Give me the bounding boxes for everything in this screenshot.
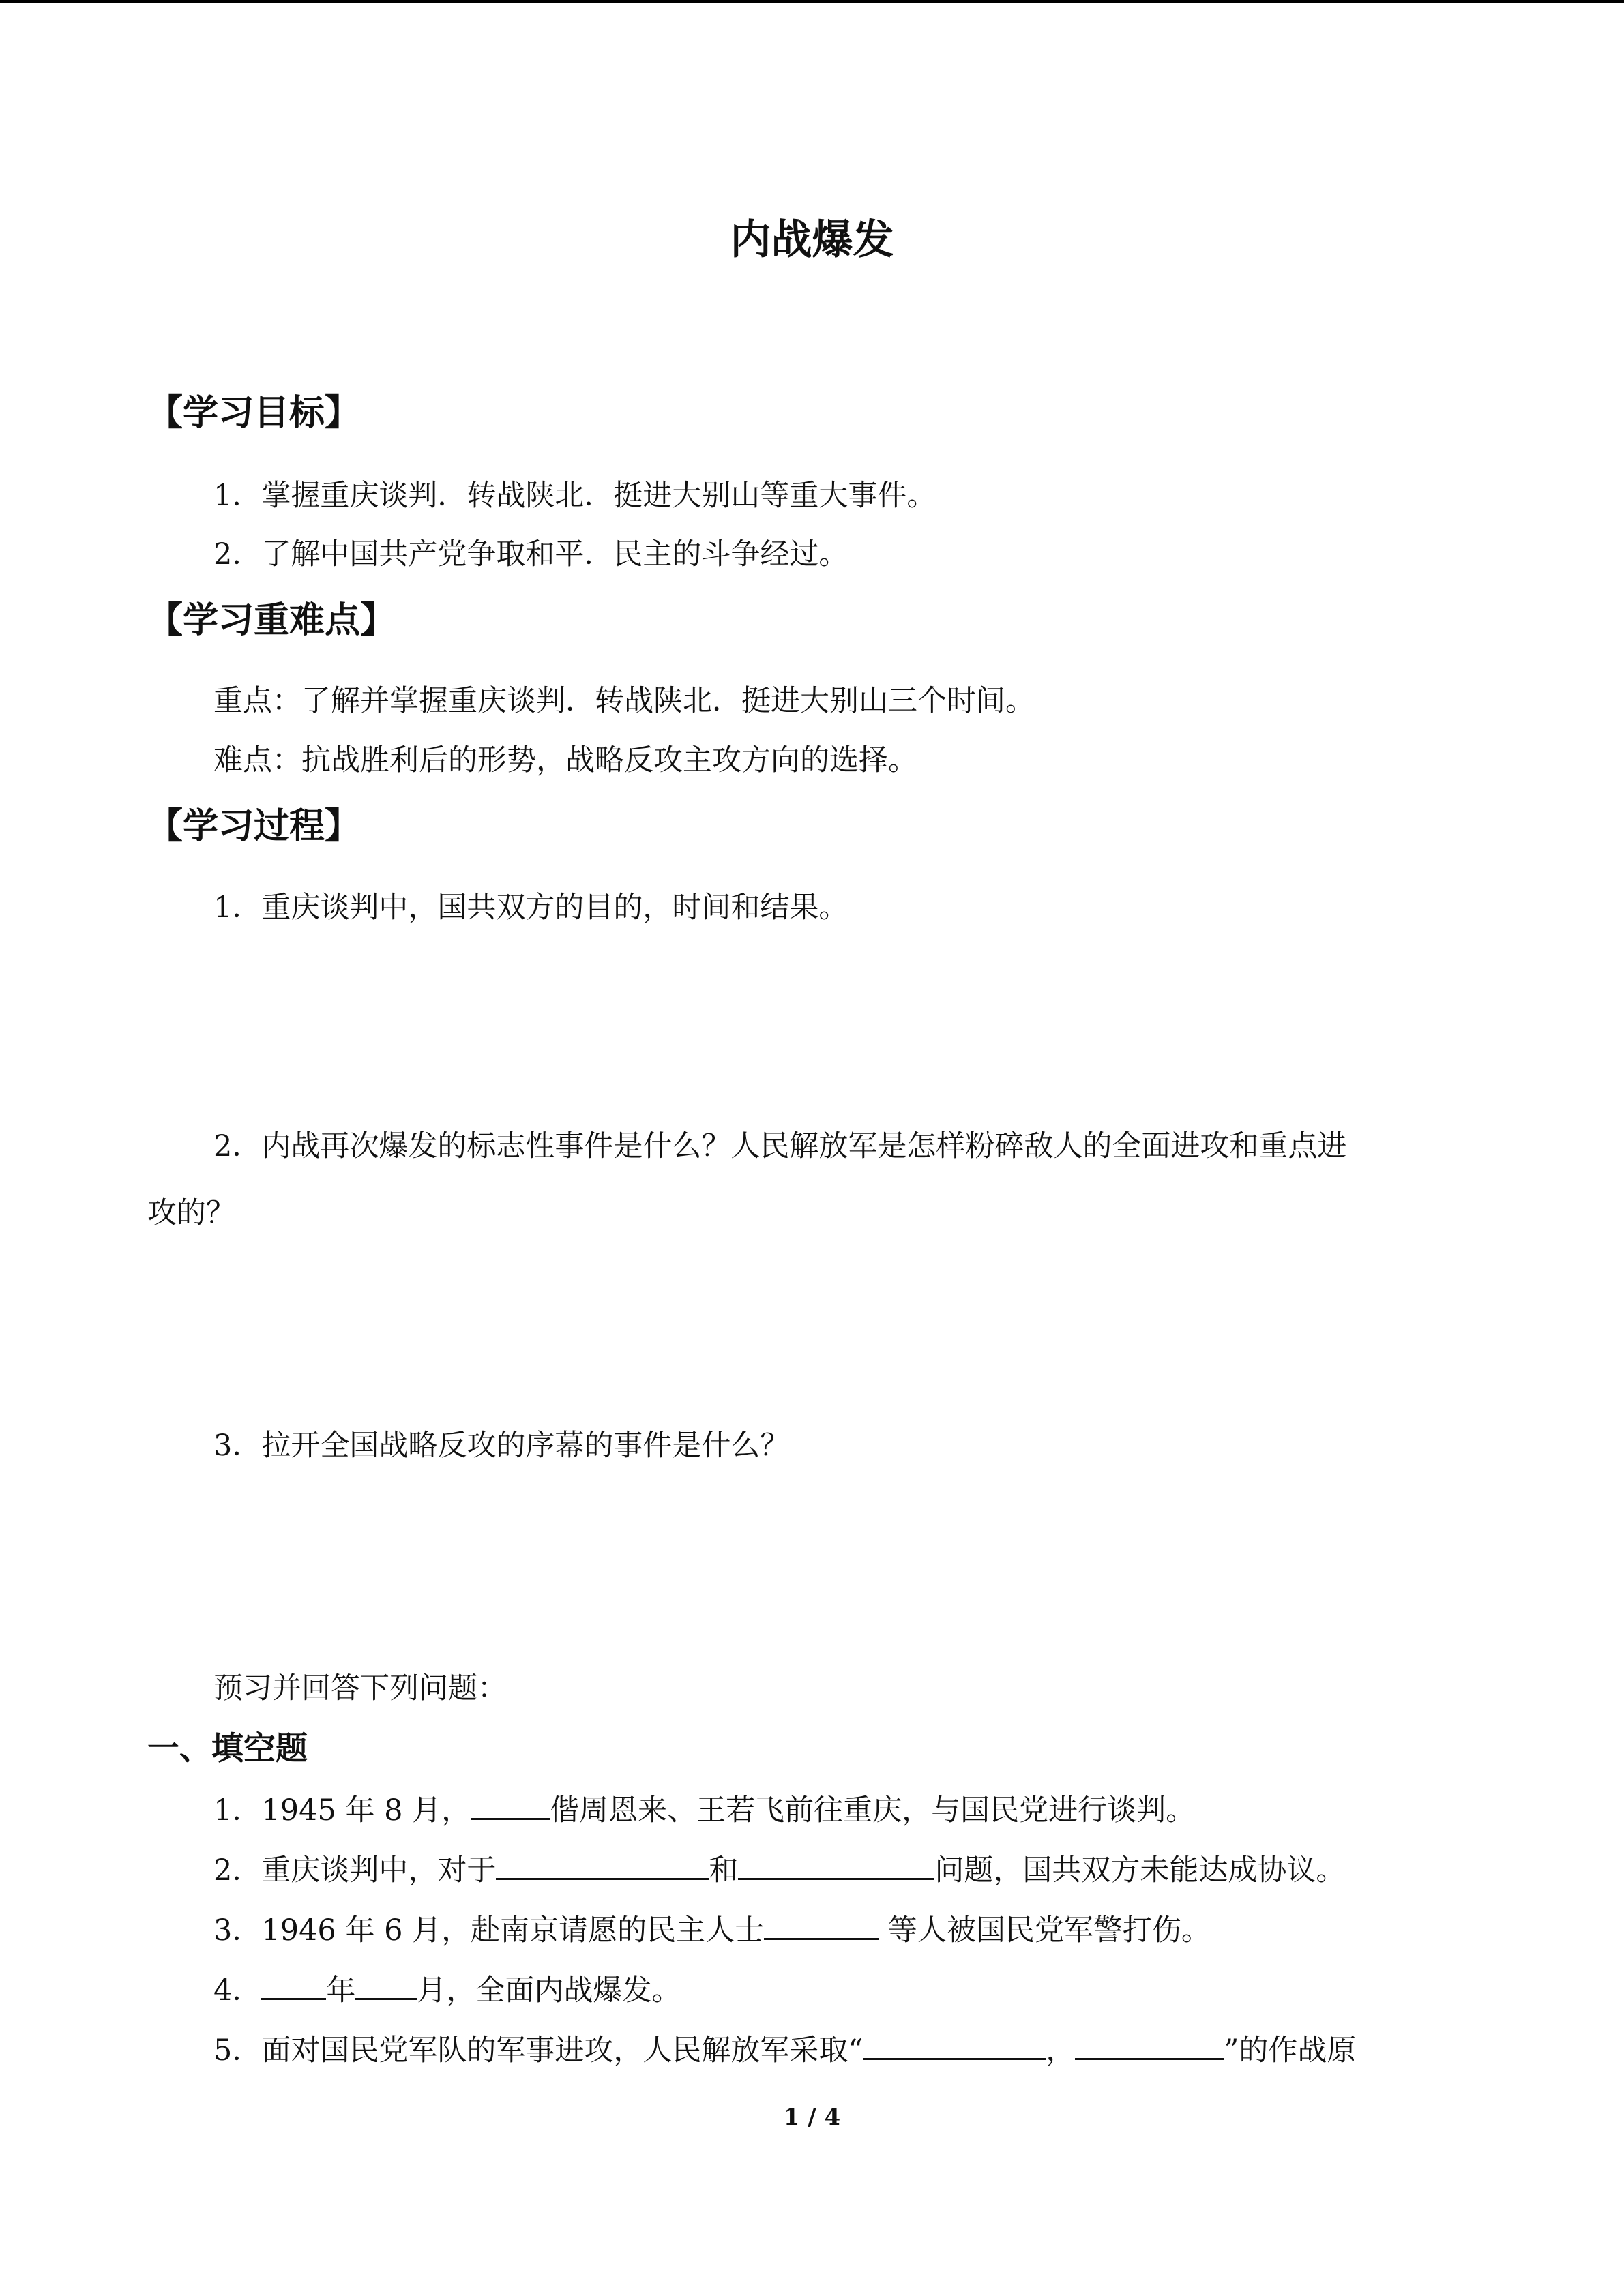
fill-question-4-text-b: 年 [326,1973,356,2008]
fill-question-5-text-a: 5．面对国民党军队的军事进攻，人民解放军采取“ [213,2033,863,2068]
fill-question-2-text-a: 2．重庆谈判中，对于 [213,1853,497,1888]
page-number: 1 / 4 [783,2104,841,2131]
fill-question-4-text-a: 4． [213,1973,262,2008]
process-question-1: 1．重庆谈判中，国共双方的目的，时间和结果。 [213,891,848,925]
fill-in-heading: 一、填空题 [147,1730,308,1768]
process-question-2-line-2: 攻的？ [147,1196,235,1230]
objective-item-2: 2．了解中国共产党争取和平．民主的斗争经过。 [213,537,848,571]
fill-question-5 [213,2033,1356,2066]
process-heading: 【学习过程】 [147,805,361,847]
answer-blank[interactable] [764,1913,879,1940]
key-point-item-2: 难点：抗战胜利后的形势，战略反攻主攻方向的选择。 [213,743,917,777]
fill-question-2 [213,1853,1346,1888]
answer-blank[interactable] [496,1853,709,1880]
fill-question-4 [213,1973,681,2006]
page-title: 内战爆发 [730,216,894,264]
fill-question-1-text-a: 1．1945 年 8 月， [213,1793,471,1828]
fill-question-2-text-b: 和 [709,1853,739,1888]
preview-intro: 预习并回答下列问题： [213,1671,507,1705]
fill-question-3-text-a: 3．1946 年 6 月，赴南京请愿的民主人士 [213,1913,765,1948]
fill-question-3 [213,1913,1211,1948]
process-question-2-line-1: 2．内战再次爆发的标志性事件是什么？人民解放军是怎样粉碎敌人的全面进攻和重点进 [213,1129,1347,1163]
fill-question-1 [213,1793,1196,1828]
key-point-item-1: 重点：了解并掌握重庆谈判．转战陕北．挺进大别山三个时间。 [213,684,1035,718]
answer-blank[interactable] [738,1853,934,1880]
answer-blank[interactable] [863,2033,1046,2060]
process-question-3: 3．拉开全国战略反攻的序幕的事件是什么？ [213,1429,790,1463]
answer-blank[interactable] [355,1973,417,2000]
key-points-heading: 【学习重难点】 [147,599,396,641]
answer-blank[interactable] [1075,2033,1224,2060]
fill-question-5-text-c: ”的作战原 [1224,2033,1357,2068]
fill-question-5-text-b: ， [1046,2033,1076,2068]
fill-question-4-text-c: 月，全面内战爆发。 [417,1973,681,2008]
fill-question-1-text-b: 偕周恩来、王若飞前往重庆，与国民党进行谈判。 [550,1793,1196,1828]
answer-blank[interactable] [471,1793,550,1820]
top-border [0,0,1624,3]
objectives-heading: 【学习目标】 [147,392,361,434]
objective-item-1: 1．掌握重庆谈判．转战陕北．挺进大别山等重大事件。 [213,479,936,513]
fill-question-3-text-b: 等人被国民党军警打伤。 [879,1913,1211,1948]
answer-blank[interactable] [261,1973,326,2000]
fill-question-2-text-c: 问题，国共双方未能达成协议。 [934,1853,1346,1888]
